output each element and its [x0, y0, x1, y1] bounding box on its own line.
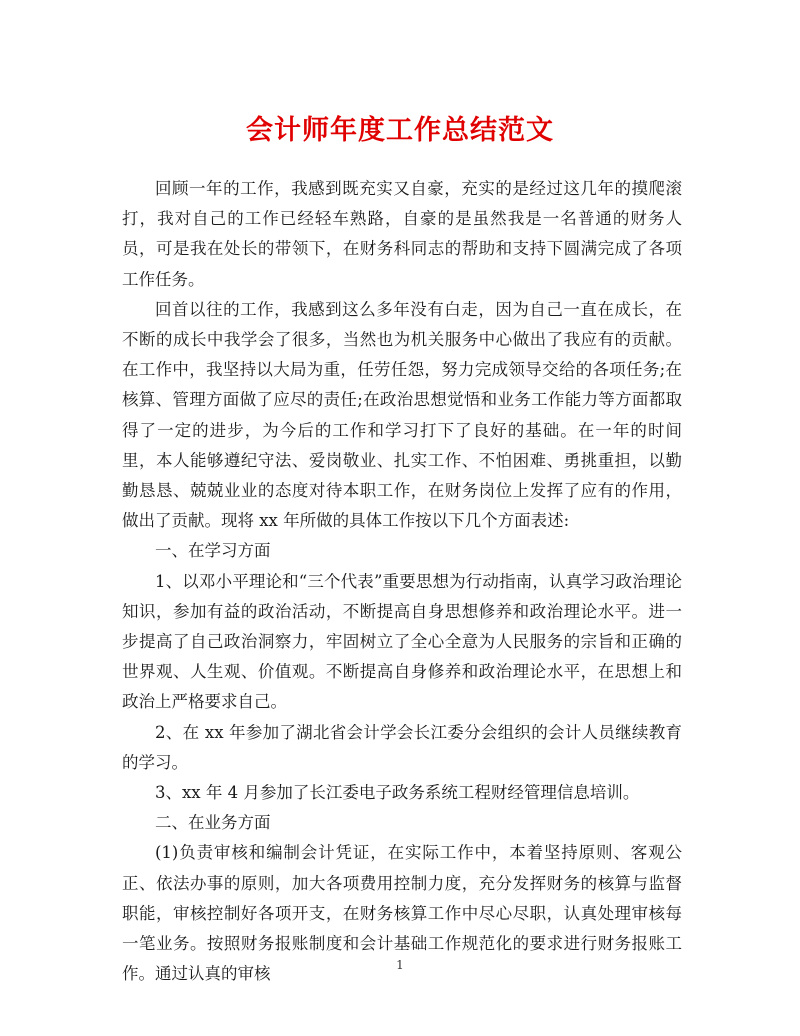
document-body	[122, 174, 682, 989]
document-title: 会计师年度工作总结范文	[246, 115, 554, 146]
section-heading-study: 一、在学习方面	[155, 541, 271, 561]
paragraph-review: 回首以往的工作，我感到这么多年没有白走，因为自己一直在成长，在不断的成长中我学会了很多，当然也为机关服务中心做出了我应有的贡献。在工作中，我坚持以大局为重，任劳任怨，努力完成领导交给的各项任务;在核算、管理方面做了应尽的责任;在政治思想觉悟和业务工作能力等方面都取得了一定的进步，为今后的工作和学习打下了良好的基础。在一年的时间里，本人能够遵纪守法、爱岗敬业、扎实工作、不怕困难、勇挑重担，以勤勤恳恳、兢兢业业的态度对待本职工作，在财务岗位上发挥了应有的作用，做出了贡献。现将 xx 年所做的具体工作按以下几个方面表述:	[122, 299, 682, 531]
paragraph-study-3: 3、xx 年 4 月参加了长江委电子政务系统工程财经管理信息培训。	[155, 783, 640, 803]
paragraph-study-2: 2、在 xx 年参加了湖北省会计学会长江委分会组织的会计人员继续教育的学习。	[122, 722, 682, 772]
paragraph-study-1: 1、以邓小平理论和“三个代表”重要思想为行动指南，认真学习政治理论知识，参加有益的政治活动，不断提高自身思想修养和政治理论水平。进一步提高了自己政治洞察力，牢固树立了全心全意为人民服务的宗旨和正确的世界观、人生观、价值观。不断提高自身修养和政治理论水平，在思想上和政治上严格要求自己。	[122, 571, 682, 712]
paragraph-intro: 回顾一年的工作，我感到既充实又自豪，充实的是经过这几年的摸爬滚打，我对自己的工作已经轻车熟路，自豪的是虽然我是一名普通的财务人员，可是我在处长的带领下，在财务科同志的帮助和支持下圆满完成了各项工作任务。	[122, 179, 682, 289]
paragraph-business-1: (1)负责审核和编制会计凭证，在实际工作中，本着坚持原则、客观公正、依法办事的原则，加大各项费用控制力度，充分发挥财务的核算与监督职能，审核控制好各项开支，在财务核算工作中尽心尽职，认真处理审核每一笔业务。按照财务报账制度和会计基础工作规范化的要求进行财务报账工作。通过认真的审核	[122, 843, 682, 984]
page-number: 1	[396, 958, 404, 972]
section-heading-business: 二、在业务方面	[155, 813, 271, 833]
